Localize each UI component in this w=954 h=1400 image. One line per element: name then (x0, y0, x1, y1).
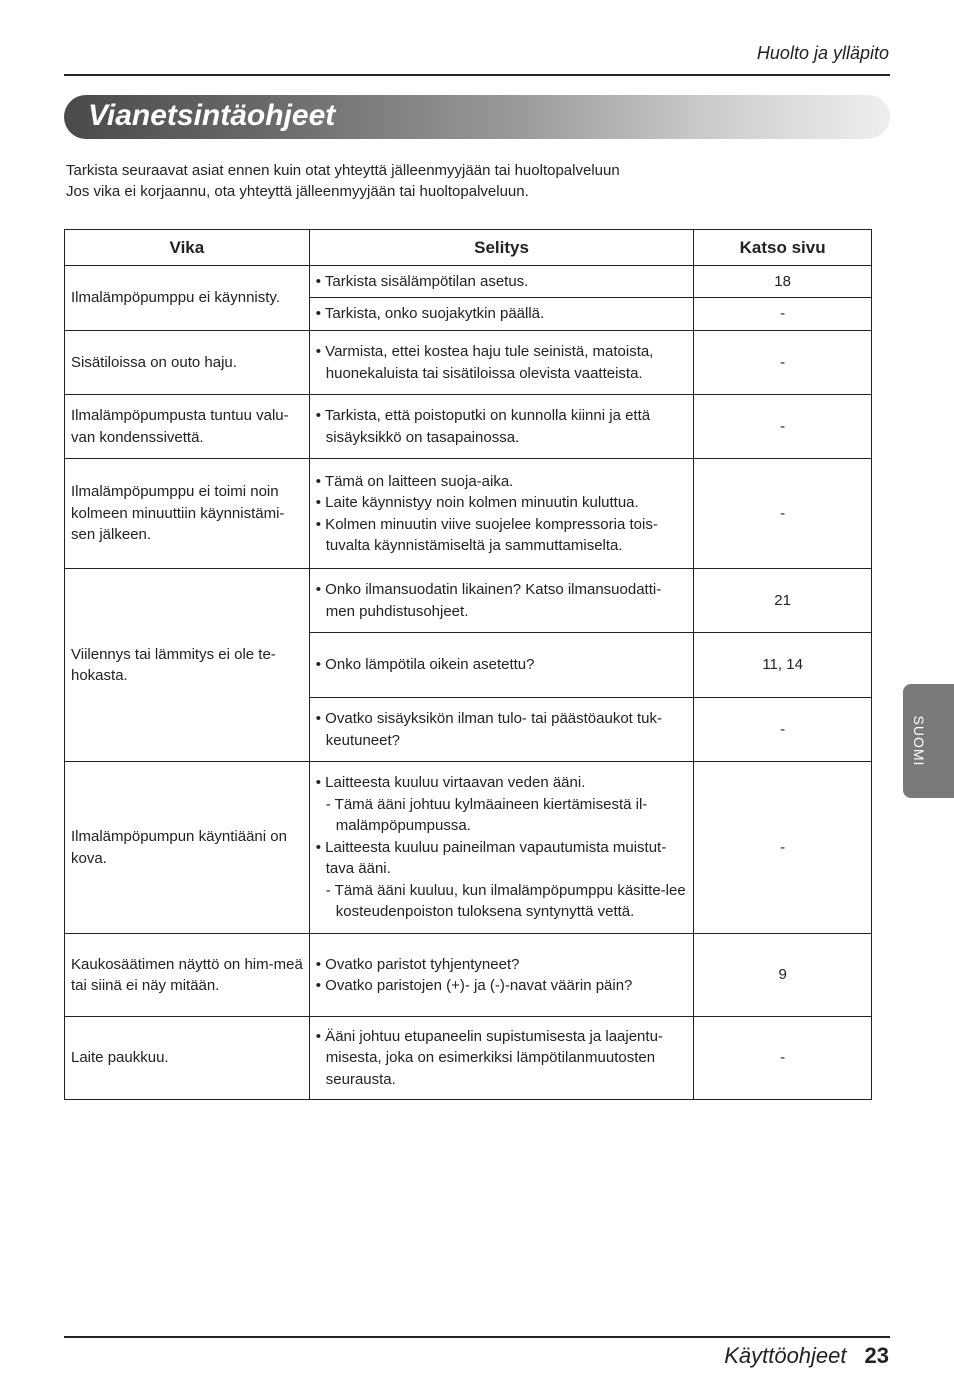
fault-cell: Kaukosäätimen näyttö on him-meä tai siinä ei näy mitään. (65, 934, 310, 1017)
fault-cell: Ilmalämpöpumpun käyntiääni on kova. (65, 762, 310, 934)
see-page-cell: - (694, 331, 872, 395)
explanation-cell (309, 633, 694, 698)
see-page-cell: - (694, 698, 872, 762)
header-rule (64, 74, 890, 76)
explanation-line: • Laite käynnistyy noin kolmen minuutin kuluttua. (315, 494, 639, 511)
explanation-line: • Kolmen minuutin viive suojelee kompressoria tois-tuvalta käynnistämiseltä ja sammuttamiselta. (315, 515, 658, 554)
explanation-line: • Tarkista, onko suojakytkin päällä. (315, 305, 545, 323)
header-section-title: Huolto ja ylläpito (756, 43, 889, 63)
fault-cell: Laite paukkuu. (65, 1017, 310, 1100)
footer-title: Käyttöohjeet (724, 1343, 847, 1368)
column-header-see-page: Katso sivu (694, 230, 872, 266)
footer (724, 1343, 889, 1369)
page-number: 23 (864, 1343, 889, 1368)
see-page-cell: 9 (694, 934, 872, 1017)
fault-cell: Sisätiloissa on outo haju. (65, 331, 310, 395)
table-row (65, 762, 872, 934)
explanation-line: • Laitteesta kuuluu paineilman vapautumista muistut-tava ääni. (315, 838, 667, 878)
explanation-line: - Tämä ääni johtuu kylmäaineen kiertämisestä il-malämpöpumpussa. (325, 795, 648, 835)
see-page-cell: 11, 14 (694, 633, 872, 698)
see-page-cell: - (694, 395, 872, 459)
side-tab-label: SUOMI (911, 715, 927, 767)
table-row (65, 934, 872, 1017)
footer-rule (64, 1336, 890, 1338)
explanation-line: • Onko lämpötila oikein asetettu? (315, 656, 535, 674)
table-body (65, 266, 872, 1100)
explanation-line: • Onko ilmansuodatin likainen? Katso ilmansuodatti-men puhdistusohjeet. (315, 581, 662, 620)
explanation-line: • Ovatko sisäyksikön ilman tulo- tai päästöaukot tuk-keutuneet? (315, 710, 663, 749)
see-page-cell: - (694, 762, 872, 934)
see-page-cell: - (694, 459, 872, 569)
table-row (65, 266, 872, 298)
explanation-cell (309, 298, 694, 331)
see-page-cell: - (694, 1017, 872, 1100)
intro-line: Tarkista seuraavat asiat ennen kuin otat yhteyttä jälleenmyyjään tai huoltopalveluun (66, 162, 620, 179)
explanation-line: • Tarkista sisälämpötilan asetus. (315, 272, 529, 290)
column-header-fault: Vika (65, 230, 310, 266)
see-page-cell: 18 (694, 266, 872, 298)
table-row (65, 459, 872, 569)
title-banner (64, 95, 890, 139)
explanation-cell (309, 934, 694, 1017)
column-header-explanation: Selitys (309, 230, 694, 266)
explanation-line: • Ovatko paristot tyhjentyneet? (315, 955, 520, 973)
table-row (65, 395, 872, 459)
explanation-cell (309, 266, 694, 298)
intro-text (66, 160, 620, 202)
explanation-cell (309, 395, 694, 459)
table-row (65, 331, 872, 395)
table-header-row (65, 230, 872, 266)
explanation-cell (309, 569, 694, 633)
fault-cell: Ilmalämpöpumppu ei toimi noin kolmeen minuuttiin käynnistämi-sen jälkeen. (65, 459, 310, 569)
explanation-cell (309, 331, 694, 395)
explanation-cell (309, 698, 694, 762)
explanation-line: • Ovatko paristojen (+)- ja (-)-navat väärin päin? (315, 977, 633, 994)
fault-cell: Viilennys tai lämmitys ei ole te-hokasta. (65, 569, 310, 762)
explanation-cell (309, 1017, 694, 1100)
table-row (65, 1017, 872, 1100)
see-page-cell: - (694, 298, 872, 331)
explanation-cell (309, 459, 694, 569)
troubleshooting-table (64, 229, 872, 1100)
explanation-line: • Tämä on laitteen suoja-aika. (315, 472, 514, 490)
language-side-tab (903, 684, 954, 798)
table-row (65, 569, 872, 633)
explanation-line: - Tämä ääni kuuluu, kun ilmalämpöpumppu käsitte-lee kosteudenpoiston tuloksena syntynyttä vettä. (325, 881, 686, 921)
explanation-line: • Tarkista, että poistoputki on kunnolla kiinni ja että sisäyksikkö on tasapainossa. (315, 407, 651, 446)
see-page-cell: 21 (694, 569, 872, 633)
explanation-line: • Ääni johtuu etupaneelin supistumisesta ja laajentu-misesta, joka on esimerkiksi lämpötilanmuutosten seurausta. (315, 1027, 663, 1088)
page-title: Vianetsintäohjeet (88, 99, 336, 132)
fault-cell: Ilmalämpöpumppu ei käynnisty. (65, 266, 310, 331)
fault-cell: Ilmalämpöpumpusta tuntuu valu-van kondenssivettä. (65, 395, 310, 459)
intro-line: Jos vika ei korjaannu, ota yhteyttä jälleenmyyjään tai huoltopalveluun. (66, 183, 529, 200)
explanation-line: • Varmista, ettei kostea haju tule seinistä, matoista, huonekaluista tai sisätiloissa olevista vaatteista. (315, 343, 654, 382)
explanation-line: • Laitteesta kuuluu virtaavan veden ääni. (315, 774, 586, 792)
explanation-cell (309, 762, 694, 934)
